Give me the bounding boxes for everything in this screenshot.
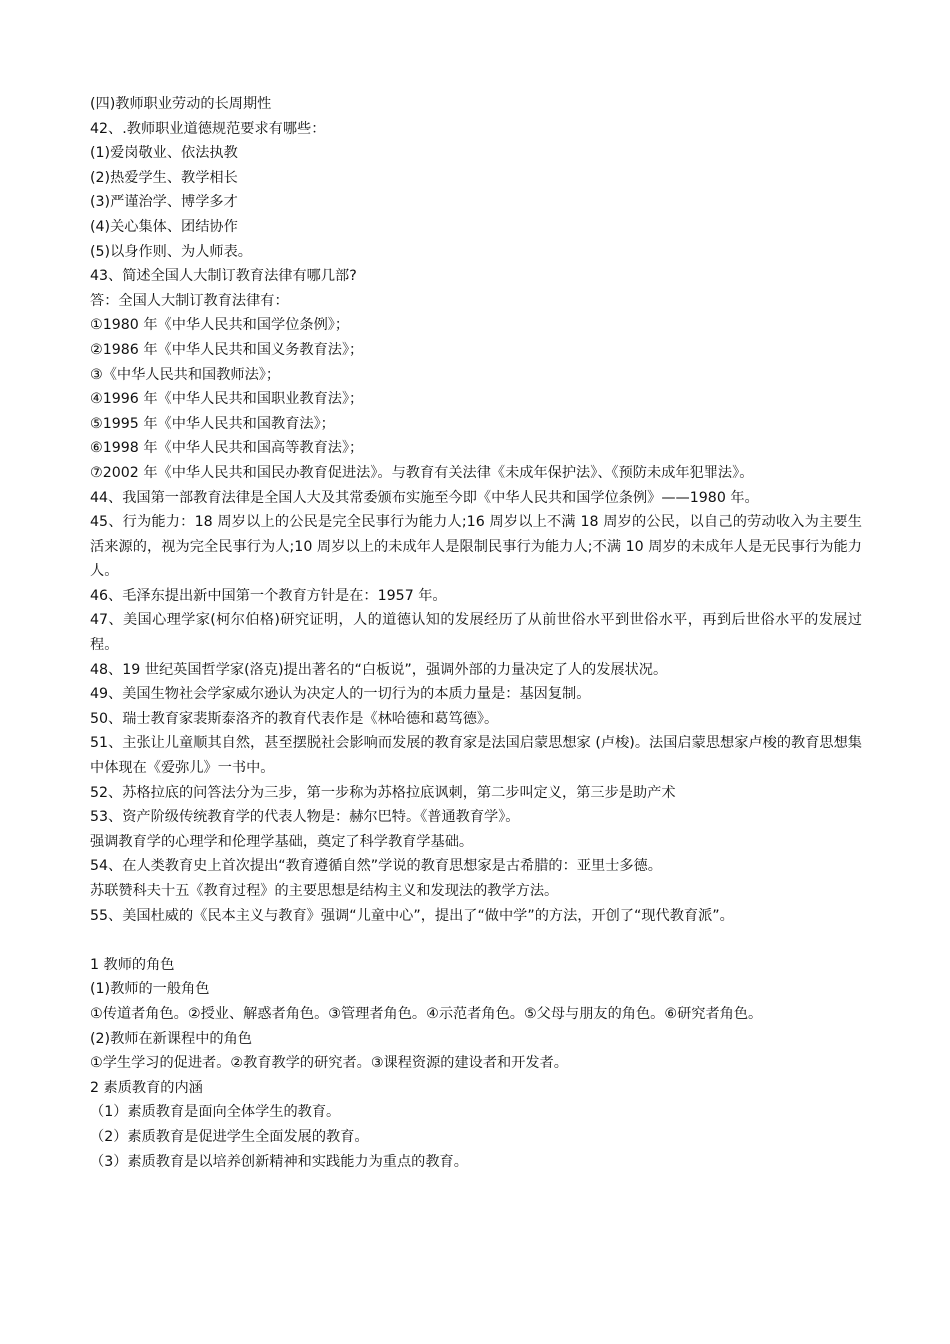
point-48: 48、19 世纪英国哲学家(洛克)提出著名的“白板说”，强调外部的力量决定了人的发展状况。 <box>90 661 668 678</box>
blank-line <box>90 928 862 953</box>
point-53: 53、资产阶级传统教育学的代表人物是：赫尔巴特。《普通教育学》。 <box>90 809 520 826</box>
point-55: 55、美国杜威的《民本主义与教育》强调“儿童中心”，提出了“做中学”的方法，开创了“现代教育派”。 <box>90 907 734 924</box>
document-page <box>90 92 862 1174</box>
list-item: (2)热爱学生、教学相长 <box>90 169 238 186</box>
text-line: ①传道者角色。②授业、解惑者角色。③管理者角色。④示范者角色。⑤父母与朋友的角色。⑥研究者角色。 <box>90 1005 763 1022</box>
list-item: (3)严谨治学、博学多才 <box>90 194 238 211</box>
section-heading: 2 素质教育的内涵 <box>90 1079 203 1096</box>
section-heading: 1 教师的角色 <box>90 956 175 973</box>
point-51: 51、主张让儿童顺其自然，甚至摆脱社会影响而发展的教育家是法国启蒙思想家 (卢梭)。法国启蒙思想家卢梭的教育思想集中体现在《爱弥儿》一书中。 <box>90 735 862 777</box>
list-item: （2）素质教育是促进学生全面发展的教育。 <box>90 1128 369 1145</box>
point-44: 44、我国第一部教育法律是全国人大及其常委颁布实施至今即《中华人民共和国学位条例》——1980 年。 <box>90 489 759 506</box>
question-43: 43、简述全国人大制订教育法律有哪几部? <box>90 268 357 285</box>
list-item: ③《中华人民共和国教师法》； <box>90 366 281 383</box>
question-42: 42、.教师职业道德规范要求有哪些： <box>90 120 326 137</box>
subheading: (1)教师的一般角色 <box>90 981 210 998</box>
text-line: ①学生学习的促进者。②教育教学的研究者。③课程资源的建设者和开发者。 <box>90 1055 568 1072</box>
list-item: ⑦2002 年《中华人民共和国民办教育促进法》。与教育有关法律《未成年保护法》、《预防未成年犯罪法》。 <box>90 464 754 481</box>
list-item: ①1980 年《中华人民共和国学位条例》； <box>90 317 350 334</box>
point-46: 46、毛泽东提出新中国第一个教育方针是在：1957 年。 <box>90 587 447 604</box>
point-45: 45、行为能力：18 周岁以上的公民是完全民事行为能力人;16 周岁以上不满 18 周岁的公民，以自己的劳动收入为主要生活来源的，视为完全民事行为人;10 周岁以上的未成年人是限制民事行为能力人;不满 10 周岁的未成年人是无民事行为能力人。 <box>90 514 862 580</box>
answer-line: 答：全国人大制订教育法律有： <box>90 292 289 309</box>
list-item: ④1996 年《中华人民共和国职业教育法》； <box>90 391 364 408</box>
list-item: ⑥1998 年《中华人民共和国高等教育法》； <box>90 440 364 457</box>
subheading: (2)教师在新课程中的角色 <box>90 1030 252 1047</box>
list-item: （1）素质教育是面向全体学生的教育。 <box>90 1104 341 1121</box>
text-line: 苏联赞科夫十五《教育过程》的主要思想是结构主义和发现法的教学方法。 <box>90 883 559 899</box>
list-item: （3）素质教育是以培养创新精神和实践能力为重点的教育。 <box>90 1153 468 1170</box>
text-line: (四)教师职业劳动的长周期性 <box>90 96 272 112</box>
list-item: (1)爱岗敬业、依法执教 <box>90 145 238 162</box>
point-54: 54、在人类教育史上首次提出“教育遵循自然”学说的教育思想家是古希腊的：亚里士多德。 <box>90 858 662 875</box>
list-item: (5)以身作则、为人师表。 <box>90 243 252 260</box>
text-line: 强调教育学的心理学和伦理学基础，奠定了科学教育学基础。 <box>90 833 474 850</box>
list-item: ②1986 年《中华人民共和国义务教育法》； <box>90 341 364 358</box>
point-52: 52、苏格拉底的问答法分为三步，第一步称为苏格拉底讽刺，第二步叫定义，第三步是助产术 <box>90 784 676 801</box>
point-49: 49、美国生物社会学家威尔逊认为决定人的一切行为的本质力量是：基因复制。 <box>90 686 591 703</box>
point-47: 47、美国心理学家(柯尔伯格)研究证明，人的道德认知的发展经历了从前世俗水平到世俗水平，再到后世俗水平的发展过程。 <box>90 612 862 654</box>
list-item: (4)关心集体、团结协作 <box>90 218 238 235</box>
point-50: 50、瑞士教育家裴斯泰洛齐的教育代表作是《林哈德和葛笃德》。 <box>90 710 499 727</box>
list-item: ⑤1995 年《中华人民共和国教育法》； <box>90 415 335 432</box>
